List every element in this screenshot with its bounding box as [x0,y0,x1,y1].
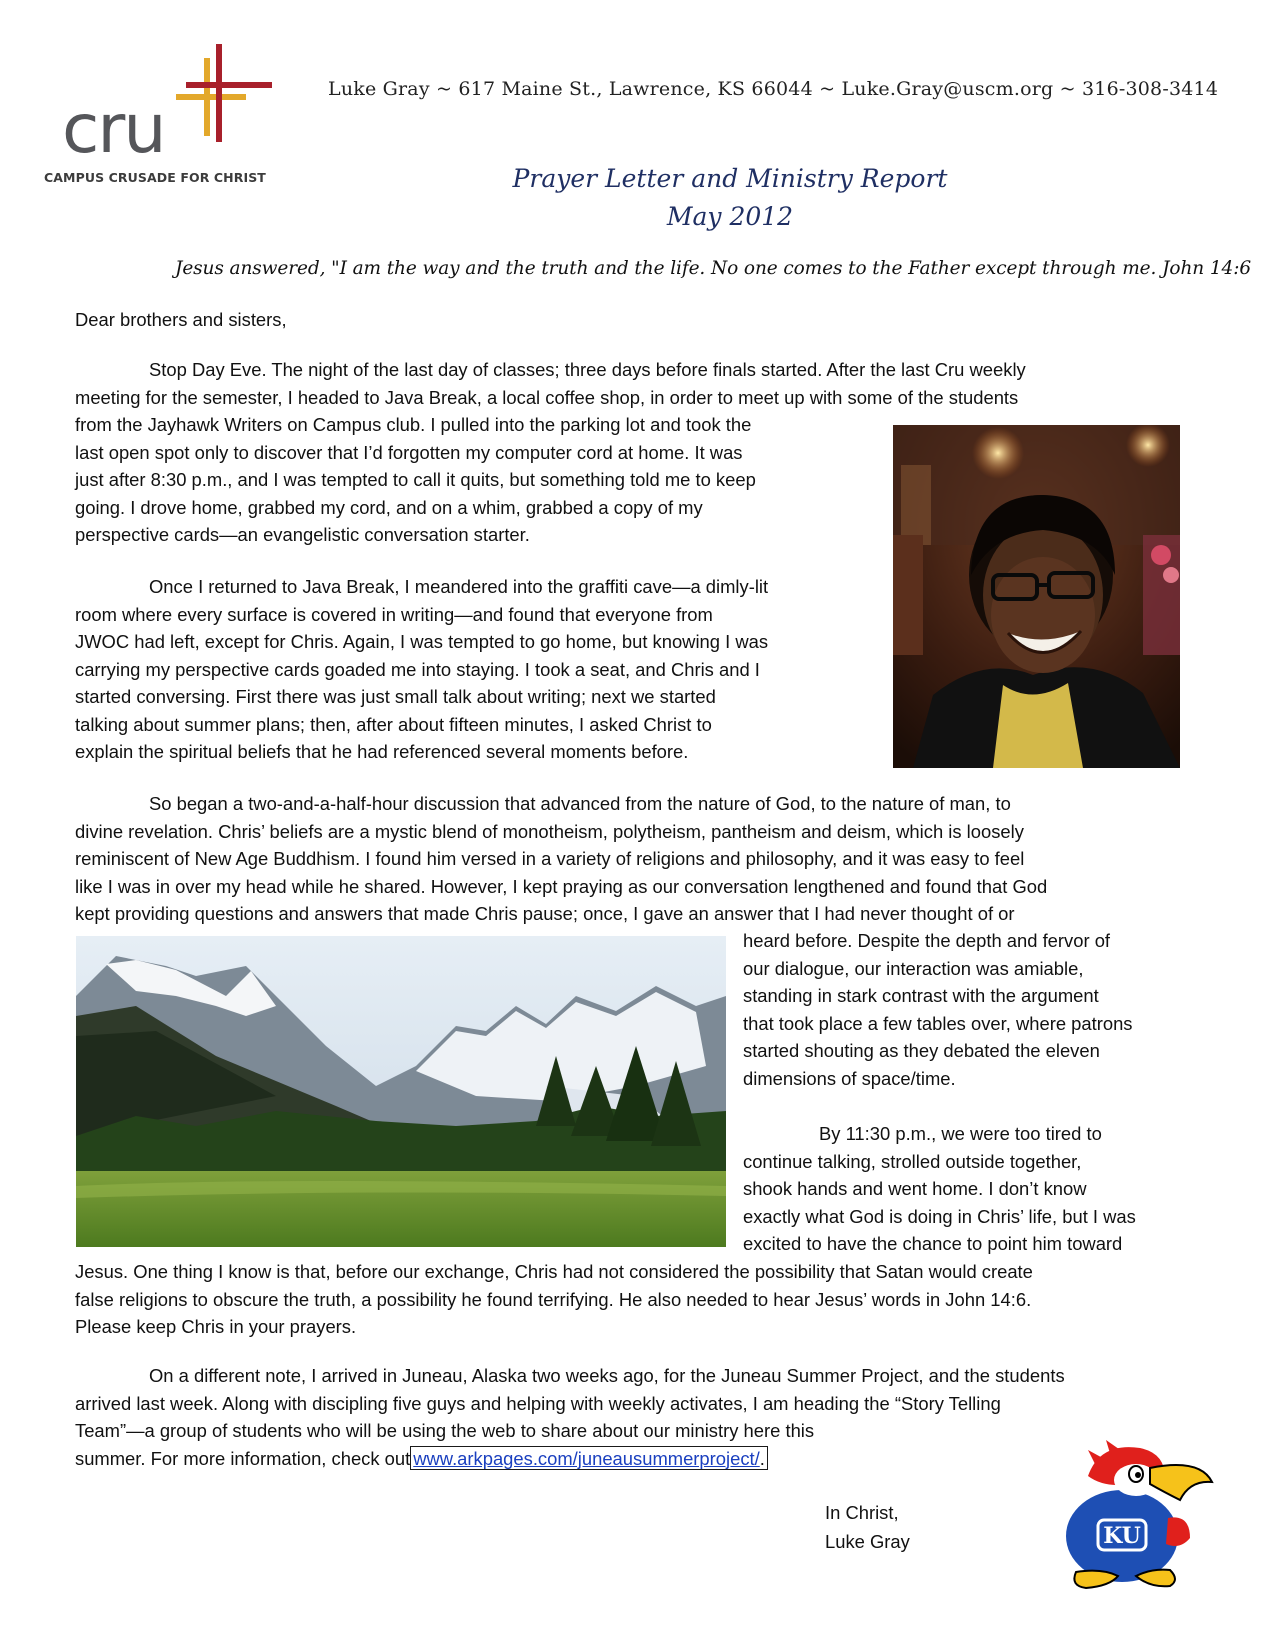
text-line: just after 8:30 p.m., and I was tempted to call it quits, but something told me to keep [75,469,756,490]
text-line: explain the spiritual beliefs that he had referenced several moments before. [75,741,689,762]
greeting: Dear brothers and sisters, [75,309,287,330]
paragraph-5 [75,1362,1205,1472]
paragraph-3 [75,790,1205,928]
text-line: Once I returned to Java Break, I meandered into the graffiti cave—a dimly-lit [149,576,769,597]
text-line: meeting for the semester, I headed to Java Break, a local coffee shop, in order to meet up with some of the students [75,386,1019,408]
signature-name: Luke Gray [825,1531,910,1552]
project-link[interactable]: www.arkpages.com/juneausummerproject/ [413,1447,760,1469]
text-line: our dialogue, our interaction was amiable, [743,957,1084,979]
text-line: going. I drove home, grabbed my cord, and on a whim, grabbed a copy of my [75,496,703,518]
text-segment: summer. For more information, check out [75,1447,411,1469]
link-box [410,1446,768,1470]
paragraph-2 [75,573,895,766]
title-line: Prayer Letter and Ministry Report [512,164,948,193]
text-line: last open spot only to discover that I’d forgotten my computer cord at home. It was [75,441,743,463]
text-line: kept providing questions and answers that made Chris pause; once, I gave an answer that I had never thought of or [75,903,1015,924]
text-line: heard before. Despite the depth and fervor of [743,930,1111,951]
landscape-image [76,936,726,1247]
title-date: May 2012 [666,202,794,231]
text-line-with-link [75,1445,1205,1473]
text-line: started conversing. First there was just small talk about writing; next we started [75,686,716,707]
mountain-landscape-photo [76,936,726,1247]
text-line: standing in stark contrast with the argument [743,985,1099,1006]
text-line: So began a two-and-a-half-hour discussion that advanced from the nature of God, to the nature of man, to [149,793,1011,814]
logo-tagline: CAMPUS CRUSADE FOR CHRIST [44,170,266,185]
jayhawk-mascot-logo [1040,1440,1215,1590]
text-segment: . [759,1447,765,1469]
text-line: excited to have the chance to point him toward [743,1233,1123,1254]
text-line: Team”—a group of students who will be using the web to share about our ministry here this [75,1420,815,1441]
text-line: started shouting as they debated the eleven [743,1040,1100,1061]
letter-title [480,160,980,236]
jayhawk-icon [1040,1440,1215,1590]
text-line: false religions to obscure the truth, a possibility he found terrifying. He also needed to hear Jesus’ words in John 14:6. [75,1288,1032,1310]
text-line: Please keep Chris in your prayers. [75,1316,357,1337]
text-line: reminiscent of New Age Buddhism. I found him versed in a variety of religions and philosophy, and it was easy to feel [75,848,1025,869]
ku-badge-text: KU [1103,1523,1141,1549]
text-line: that took place a few tables over, where patrons [743,1012,1133,1034]
text-line: By 11:30 p.m., we were too tired to [819,1123,1102,1144]
cross-icon [164,44,274,154]
text-line: like I was in over my head while he shared. However, I kept praying as our conversation lengthened and found that God [75,875,1048,897]
text-line: Jesus. One thing I know is that, before our exchange, Chris had not considered the possibility that Satan would create [75,1261,1033,1282]
text-line: exactly what God is doing in Chris’ life, but I was [743,1205,1136,1227]
closing: In Christ, [825,1502,899,1523]
text-line: talking about summer plans; then, after about fifteen minutes, I asked Christ to [75,713,712,735]
text-line: arrived last week. Along with discipling five guys and helping with weekly activates, I am heading the “Story Telling [75,1392,1001,1414]
scripture-verse: Jesus answered, "I am the way and the truth and the life. No one comes to the Father except through me. John 14:6 [175,258,1252,279]
cru-logo [44,44,274,194]
paragraph-4-wrap [743,1120,1203,1258]
text-line: continue talking, strolled outside together, [743,1150,1082,1172]
text-line: carrying my perspective cards goaded me into staying. I took a seat, and Chris and I [75,658,760,680]
text-line: JWOC had left, except for Chris. Again, I was tempted to go home, but knowing I was [75,631,769,652]
text-line: On a different note, I arrived in Juneau, Alaska two weeks ago, for the Juneau Summer Project, and the students [149,1365,1065,1386]
paragraph-3-wrap [743,927,1203,1092]
text-line: perspective cards—an evangelistic conversation starter. [75,524,530,545]
text-line: Stop Day Eve. The night of the last day of classes; three days before finals started. After the last Cru weekly [149,359,1026,380]
logo-wordmark: cru [62,90,165,169]
paragraph-4 [75,1258,1205,1341]
portrait-image [893,425,1180,768]
text-line: shook hands and went home. I don’t know [743,1178,1087,1199]
signoff [825,1498,910,1556]
text-line: divine revelation. Chris’ beliefs are a mystic blend of monotheism, polytheism, pantheism and deism, which is loosely [75,820,1024,842]
text-line: room where every surface is covered in writing—and found that everyone from [75,603,713,625]
portrait-photo [893,425,1180,768]
text-line: dimensions of space/time. [743,1067,956,1089]
text-line: from the Jayhawk Writers on Campus club. I pulled into the parking lot and took the [75,414,752,435]
contact-line: Luke Gray ~ 617 Maine St., Lawrence, KS 66044 ~ Luke.Gray@uscm.org ~ 316-308-3414 [328,78,1219,100]
